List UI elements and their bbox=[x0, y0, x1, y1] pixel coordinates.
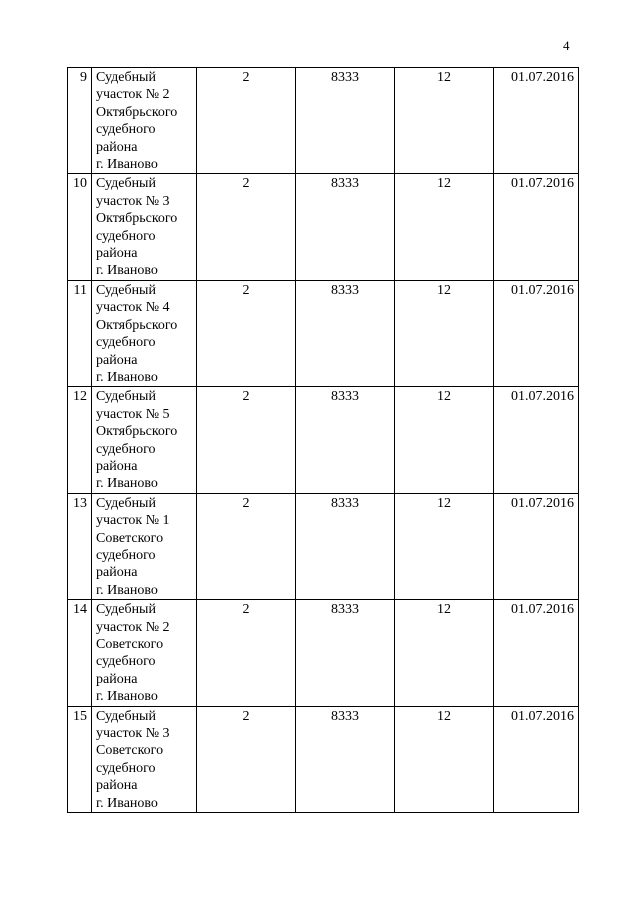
court-name-line: района bbox=[96, 458, 138, 474]
value-b-cell: 8333 bbox=[296, 68, 395, 174]
value-c-cell: 12 bbox=[395, 280, 494, 386]
table-row bbox=[68, 280, 579, 386]
court-name-cell bbox=[92, 387, 197, 493]
court-name-line: судебного bbox=[96, 654, 156, 670]
court-name-line: Судебный bbox=[96, 602, 156, 618]
value-c-cell: 12 bbox=[395, 174, 494, 280]
table-body bbox=[68, 68, 579, 813]
row-number-cell: 15 bbox=[68, 706, 92, 812]
court-name-line: судебного bbox=[96, 228, 156, 244]
court-name-line: района bbox=[96, 352, 138, 368]
value-b-cell: 8333 bbox=[296, 600, 395, 706]
row-number-cell: 10 bbox=[68, 174, 92, 280]
court-name-cell bbox=[92, 706, 197, 812]
court-name-cell bbox=[92, 280, 197, 386]
court-name-line: г. Иваново bbox=[96, 157, 158, 173]
value-c-cell: 12 bbox=[395, 493, 494, 599]
court-name-line: участок № 2 bbox=[96, 619, 170, 635]
table-row bbox=[68, 174, 579, 280]
court-name-line: судебного bbox=[96, 547, 156, 563]
court-name-line: Судебный bbox=[96, 176, 156, 192]
court-name-line: участок № 3 bbox=[96, 726, 170, 742]
court-name-line: Октябрьского bbox=[96, 317, 178, 333]
court-name-line: Судебный bbox=[96, 495, 156, 511]
court-name-line: Судебный bbox=[96, 389, 156, 405]
row-number-cell: 9 bbox=[68, 68, 92, 174]
court-name-line: Судебный bbox=[96, 708, 156, 724]
court-name-line: участок № 5 bbox=[96, 406, 170, 422]
value-c-cell: 12 bbox=[395, 600, 494, 706]
table-row bbox=[68, 600, 579, 706]
value-a-cell: 2 bbox=[197, 493, 296, 599]
value-a-cell: 2 bbox=[197, 387, 296, 493]
court-name-line: судебного bbox=[96, 335, 156, 351]
value-b-cell: 8333 bbox=[296, 174, 395, 280]
court-name-line: участок № 2 bbox=[96, 87, 170, 103]
court-name-line: г. Иваново bbox=[96, 582, 158, 598]
court-districts-table bbox=[67, 67, 579, 813]
court-name-line: участок № 1 bbox=[96, 513, 170, 529]
value-a-cell: 2 bbox=[197, 600, 296, 706]
court-name-line: участок № 4 bbox=[96, 300, 170, 316]
date-cell: 01.07.2016 bbox=[494, 387, 579, 493]
value-a-cell: 2 bbox=[197, 280, 296, 386]
value-b-cell: 8333 bbox=[296, 706, 395, 812]
value-a-cell: 2 bbox=[197, 68, 296, 174]
court-name-line: участок № 3 bbox=[96, 193, 170, 209]
court-name-line: Советского bbox=[96, 743, 164, 759]
row-number-cell: 12 bbox=[68, 387, 92, 493]
court-name-line: судебного bbox=[96, 441, 156, 457]
date-cell: 01.07.2016 bbox=[494, 493, 579, 599]
date-cell: 01.07.2016 bbox=[494, 174, 579, 280]
court-name-line: района bbox=[96, 139, 138, 155]
court-name-line: Октябрьского bbox=[96, 104, 178, 120]
row-number-cell: 13 bbox=[68, 493, 92, 599]
value-c-cell: 12 bbox=[395, 387, 494, 493]
table-row bbox=[68, 68, 579, 174]
court-name-line: Судебный bbox=[96, 282, 156, 298]
value-a-cell: 2 bbox=[197, 174, 296, 280]
table-row bbox=[68, 706, 579, 812]
value-b-cell: 8333 bbox=[296, 387, 395, 493]
court-name-line: района bbox=[96, 246, 138, 262]
court-name-line: судебного bbox=[96, 122, 156, 138]
court-name-line: г. Иваново bbox=[96, 689, 158, 705]
court-name-line: г. Иваново bbox=[96, 369, 158, 385]
court-name-line: Советского bbox=[96, 637, 164, 652]
court-name-line: г. Иваново bbox=[96, 795, 158, 811]
court-name-line: Судебный bbox=[96, 70, 156, 85]
court-name-cell bbox=[92, 600, 197, 706]
court-name-line: Октябрьского bbox=[96, 424, 178, 440]
court-name-cell bbox=[92, 493, 197, 599]
court-name-line: района bbox=[96, 565, 138, 581]
row-number-cell: 14 bbox=[68, 600, 92, 706]
date-cell: 01.07.2016 bbox=[494, 280, 579, 386]
date-cell: 01.07.2016 bbox=[494, 706, 579, 812]
court-name-cell bbox=[92, 174, 197, 280]
value-c-cell: 12 bbox=[395, 68, 494, 174]
court-name-line: района bbox=[96, 671, 138, 687]
value-a-cell: 2 bbox=[197, 706, 296, 812]
court-name-line: района bbox=[96, 778, 138, 794]
row-number-cell: 11 bbox=[68, 280, 92, 386]
court-name-line: Советского bbox=[96, 530, 164, 546]
value-b-cell: 8333 bbox=[296, 280, 395, 386]
court-name-cell bbox=[92, 68, 197, 174]
value-b-cell: 8333 bbox=[296, 493, 395, 599]
value-c-cell: 12 bbox=[395, 706, 494, 812]
table-row bbox=[68, 387, 579, 493]
court-name-line: Октябрьского bbox=[96, 211, 178, 227]
date-cell: 01.07.2016 bbox=[494, 600, 579, 706]
page-number: 4 bbox=[563, 38, 570, 53]
court-name-line: г. Иваново bbox=[96, 263, 158, 279]
date-cell: 01.07.2016 bbox=[494, 68, 579, 174]
table-row bbox=[68, 493, 579, 599]
court-name-line: судебного bbox=[96, 760, 156, 776]
court-name-line: г. Иваново bbox=[96, 476, 158, 492]
